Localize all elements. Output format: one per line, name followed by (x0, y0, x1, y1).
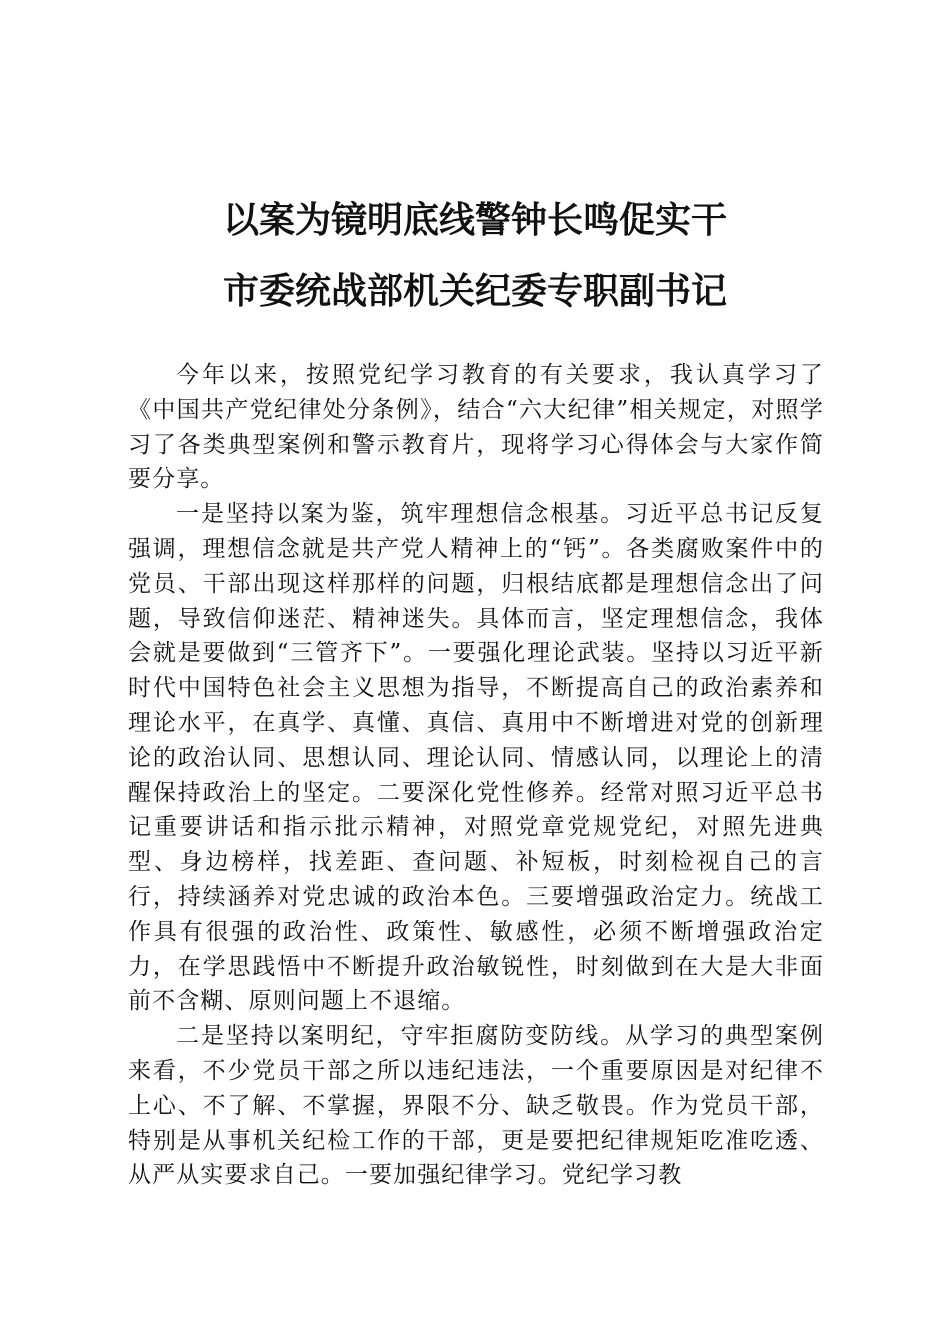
paragraph-point-two: 二是坚持以案明纪，守牢拒腐防变防线。从学习的典型案例来看，不少党员干部之所以违纪违法，一个重要原因是对纪律不上心、不了解、不掌握，界限不分、缺乏敬畏。作为党员干部，特别是从事机关纪检工作的干部，更是要把纪律规矩吃准吃透、从严从实要求自己。一要加强纪律学习。党纪学习教 (128, 1023, 824, 1189)
document-body (128, 358, 824, 1193)
document-title: 以案为镜明底线警钟长鸣促实干 (222, 199, 727, 241)
paragraph-point-one: 一是坚持以案为鉴，筑牢理想信念根基。习近平总书记反复强调，理想信念就是共产党人精神上的“钙”。各类腐败案件中的党员、干部出现这样那样的问题，归根结底都是理想信念出了问题，导致信仰迷茫、精神迷失。具体而言，坚定理想信念，我体会就是要做到“三管齐下”。一要强化理论武装。坚持以习近平新时代中国特色社会主义思想为指导，不断提高自己的政治素养和理论水平，在真学、真懂、真信、真用中不断增进对党的创新理论的政治认同、思想认同、理论认同、情感认同，以理论上的清醒保持政治上的坚定。二要深化党性修养。经常对照习近平总书记重要讲话和指示批示精神，对照党章党规党纪，对照先进典型、身边榜样，找差距、查问题、补短板，时刻检视自己的言行，持续涵养对党忠诚的政治本色。三要增强政治定力。统战工作具有很强的政治性、政策性、敏感性，必须不断增强政治定力，在学思践悟中不断提升政治敏锐性，时刻做到在大是大非面前不含糊、原则问题上不退缩。 (128, 501, 824, 1015)
document-subtitle: 市委统战部机关纪委专职副书记 (222, 270, 727, 312)
paragraph-intro: 今年以来，按照党纪学习教育的有关要求，我认真学习了《中国共产党纪律处分条例》，结合“六大纪律”相关规定，对照学习了各类典型案例和警示教育片，现将学习心得体会与大家作简要分享。 (128, 362, 824, 493)
